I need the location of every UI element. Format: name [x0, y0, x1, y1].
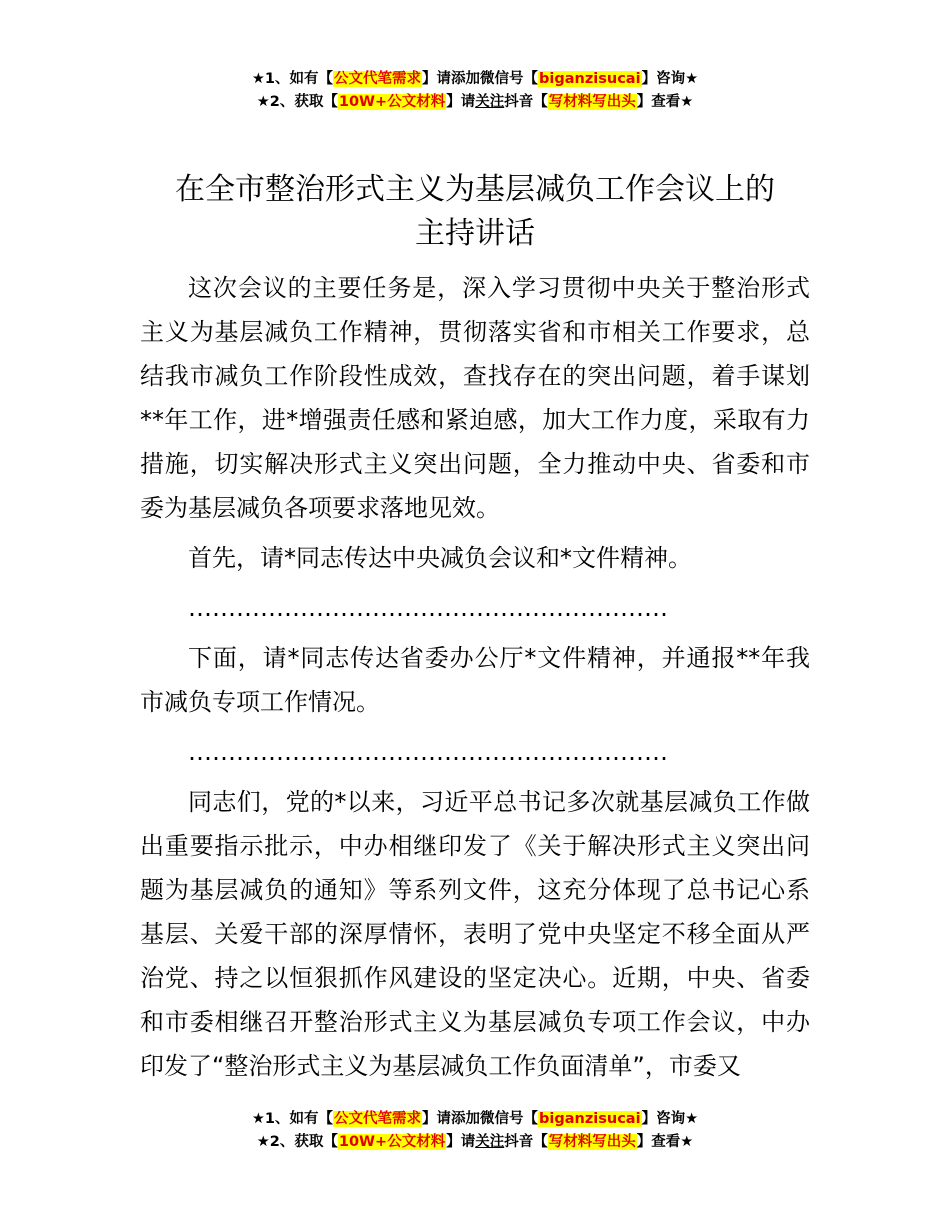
- header-banner: [0, 68, 950, 114]
- banner-underlined: 关注: [475, 94, 505, 110]
- document-body: [140, 266, 810, 1094]
- banner-line-1: [0, 1108, 950, 1131]
- banner-line-2: [0, 1131, 950, 1154]
- title-line-2: 主持讲话: [415, 216, 535, 251]
- banner-text: 】查看★: [636, 94, 694, 110]
- banner-text: 】请: [446, 1134, 476, 1150]
- banner-text: 添加: [451, 1111, 481, 1127]
- ellipsis-separator: ……………………………………………………: [188, 738, 668, 766]
- banner-highlight: 写材料写出头: [548, 1134, 636, 1150]
- banner-text: 微信号【: [480, 1111, 539, 1127]
- banner-text: ★2、获取【: [256, 1134, 338, 1150]
- banner-underlined: 关注: [475, 1134, 505, 1150]
- banner-highlight: 10W+公文材料: [338, 94, 446, 110]
- banner-text: 】咨询★: [641, 71, 699, 87]
- banner-text: 】请: [446, 94, 476, 110]
- banner-highlight: biganzisucai: [539, 71, 641, 87]
- document-title: [140, 168, 810, 256]
- banner-text: 添加: [451, 71, 481, 87]
- banner-highlight: biganzisucai: [539, 1111, 641, 1127]
- paragraph: 这次会议的主要任务是，深入学习贯彻中央关于整治形式主义为基层减负工作精神，贯彻落实省和市相关工作要求，总结我市减负工作阶段性成效，查找存在的突出问题，着手谋划**年工作，进*增强责任感和紧迫感，加大工作力度，采取有力措施，切实解决形式主义突出问题，全力推动中央、省委和市委为基层减负各项要求落地见效。: [140, 274, 810, 522]
- banner-text: 】查看★: [636, 1134, 694, 1150]
- footer-banner: [0, 1108, 950, 1154]
- ellipsis-separator: ……………………………………………………: [188, 594, 668, 622]
- banner-text: ★1、如有【: [251, 1111, 334, 1127]
- paragraph: 下面，请*同志传达省委办公厅*文件精神，并通报**年我市减负专项工作情况。: [140, 644, 810, 716]
- banner-text: 抖音【: [504, 94, 548, 110]
- banner-text: 】咨询★: [641, 1111, 699, 1127]
- banner-text: 抖音【: [504, 1134, 548, 1150]
- banner-highlight: 写材料写出头: [548, 94, 636, 110]
- banner-highlight: 10W+公文材料: [338, 1134, 446, 1150]
- banner-line-2: [0, 91, 950, 114]
- title-line-1: 在全市整治形式主义为基层减负工作会议上的: [175, 172, 775, 207]
- paragraph: 首先，请*同志传达中央减负会议和*文件精神。: [188, 544, 692, 572]
- banner-text: ★2、获取【: [256, 94, 338, 110]
- banner-text: 微信号【: [480, 71, 539, 87]
- banner-text: 】请: [422, 1111, 452, 1127]
- banner-highlight: 公文代笔需求: [334, 1111, 422, 1127]
- banner-text: ★1、如有【: [251, 71, 334, 87]
- paragraph: 同志们，党的*以来，习近平总书记多次就基层减负工作做出重要指示批示，中办相继印发了《关于解决形式主义突出问题为基层减负的通知》等系列文件，这充分体现了总书记心系基层、关爱干部的深厚情怀，表明了党中央坚定不移全面从严治党、持之以恒狠抓作风建设的坚定决心。近期，中央、省委和市委相继召开整治形式主义为基层减负专项工作会议，中办印发了“整治形式主义为基层减负工作负面清单”，市委又: [140, 788, 810, 1080]
- banner-line-1: [0, 68, 950, 91]
- banner-text: 】请: [422, 71, 452, 87]
- banner-highlight: 公文代笔需求: [334, 71, 422, 87]
